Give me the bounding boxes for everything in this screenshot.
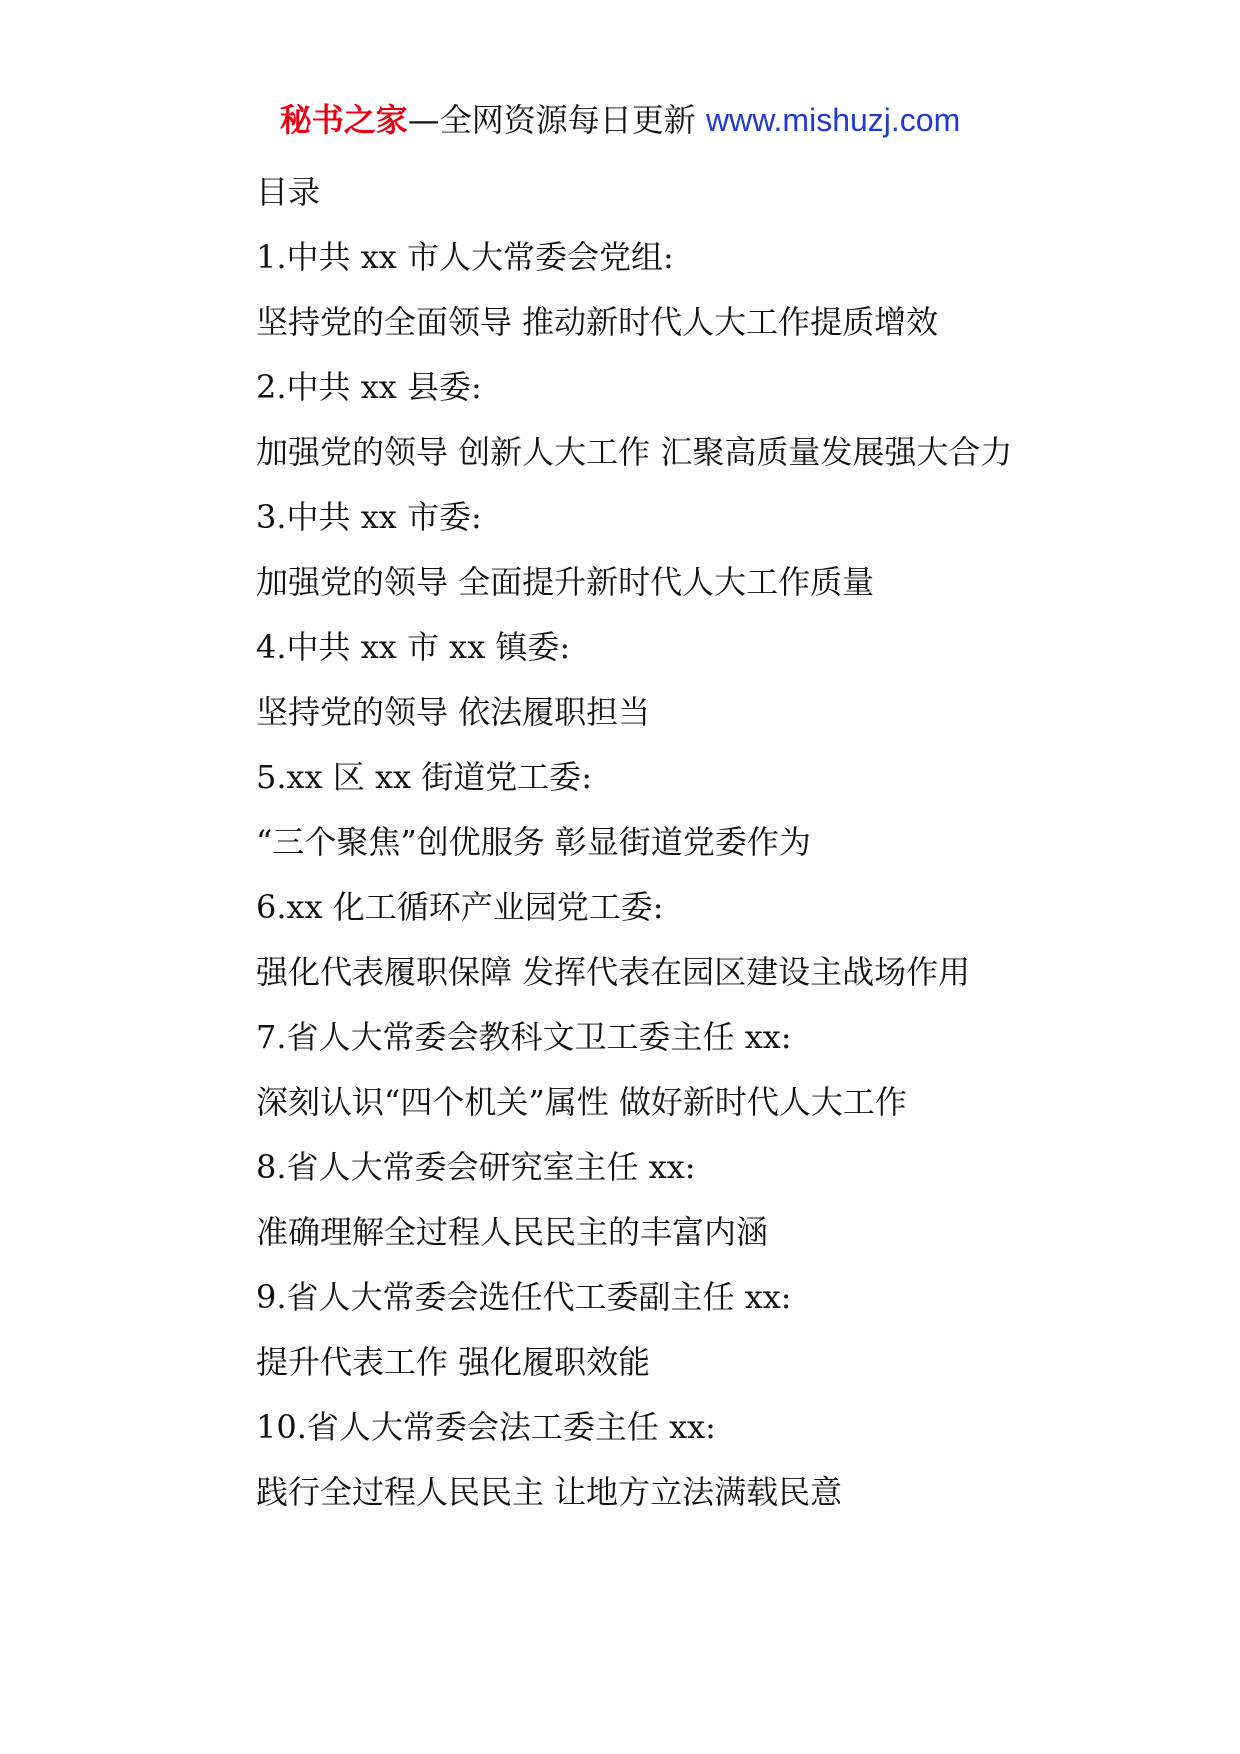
- toc-entry-subtitle: 加强党的领导 创新人大工作 汇聚高质量发展强大合力: [256, 433, 1013, 471]
- toc-entry-heading: 4.中共 xx 市 xx 镇委:: [256, 628, 571, 666]
- toc-entry-heading: 7.省人大常委会教科文卫工委主任 xx:: [256, 1018, 792, 1056]
- toc-entry-heading: 6.xx 化工循环产业园党工委:: [256, 888, 664, 926]
- toc-entry-subtitle: 强化代表履职保障 发挥代表在园区建设主战场作用: [256, 953, 971, 991]
- toc-entry-heading: 3.中共 xx 市委:: [256, 498, 482, 536]
- site-url-link[interactable]: www.mishuzj.com: [705, 102, 961, 138]
- toc-entry-subtitle: 加强党的领导 全面提升新时代人大工作质量: [256, 563, 875, 601]
- toc-entry-heading: 9.省人大常委会选任代工委副主任 xx:: [256, 1278, 792, 1316]
- toc-entry-subtitle: 提升代表工作 强化履职效能: [256, 1343, 651, 1381]
- toc-entry-subtitle: 坚持党的领导 依法履职担当: [256, 693, 651, 731]
- document-body: [190, 160, 1070, 1525]
- toc-entry-heading: 8.省人大常委会研究室主任 xx:: [256, 1148, 696, 1186]
- toc-entry-heading: 2.中共 xx 县委:: [256, 368, 482, 406]
- toc-entry-subtitle: 准确理解全过程人民民主的丰富内涵: [256, 1213, 769, 1251]
- toc-entry-heading: 1.中共 xx 市人大常委会党组:: [256, 238, 674, 276]
- site-header: [0, 98, 1240, 142]
- toc-entry-subtitle: 深刻认识“四个机关”属性 做好新时代人大工作: [256, 1083, 907, 1121]
- toc-title: 目录: [256, 173, 321, 211]
- toc-entry-subtitle: “三个聚焦”创优服务 彰显街道党委作为: [256, 823, 811, 861]
- site-tagline: —全网资源每日更新: [407, 101, 706, 139]
- toc-entry-heading: 10.省人大常委会法工委主任 xx:: [256, 1408, 716, 1446]
- toc-entry-heading: 5.xx 区 xx 街道党工委:: [256, 758, 593, 796]
- toc-entry-subtitle: 坚持党的全面领导 推动新时代人大工作提质增效: [256, 303, 939, 341]
- site-brand: 秘书之家: [279, 101, 408, 139]
- toc-entry-subtitle: 践行全过程人民民主 让地方立法满载民意: [256, 1473, 843, 1511]
